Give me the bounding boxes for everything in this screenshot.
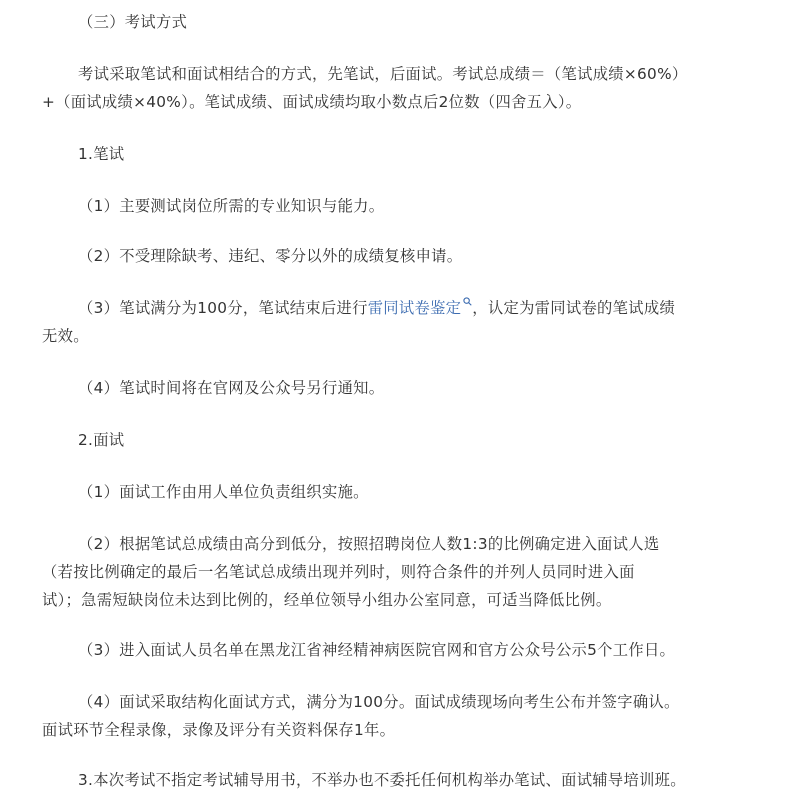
written-item-4: （4）笔试时间将在官网及公众号另行通知。 xyxy=(78,379,385,397)
plagiarism-check-link-label: 雷同试卷鉴定 xyxy=(367,299,462,317)
plagiarism-check-link[interactable] xyxy=(368,299,473,317)
interview-item-2-line-1: （2）根据笔试总成绩由高分到低分，按照招聘岗位人数1:3的比例确定进入面试人选 xyxy=(78,535,660,553)
interview-item-4-line-2: 面试环节全程录像，录像及评分有关资料保存1年。 xyxy=(42,721,396,739)
interview-item-2-line-3: 试）；急需短缺岗位未达到比例的，经单位领导小组办公室同意，可适当降低比例。 xyxy=(42,591,612,609)
intro-line-1: 考试采取笔试和面试相结合的方式，先笔试，后面试。考试总成绩＝（笔试成绩×60%） xyxy=(78,65,688,83)
written-item-3-text-before: （3）笔试满分为100分，笔试结束后进行 xyxy=(78,299,368,317)
written-item-3 xyxy=(42,294,792,322)
written-item-3-line-2: 无效。 xyxy=(42,327,89,345)
written-item-3-text-after: ，认定为雷同试卷的笔试成绩 xyxy=(472,299,676,317)
section-heading: （三）考试方式 xyxy=(78,13,188,31)
written-item-1: （1）主要测试岗位所需的专业知识与能力。 xyxy=(78,197,385,215)
written-item-2: （2）不受理除缺考、违纪、零分以外的成绩复核申请。 xyxy=(78,247,463,265)
interview-item-4-line-1: （4）面试采取结构化面试方式，满分为100分。面试成绩现场向考生公布并签字确认。 xyxy=(78,693,680,711)
interview-item-3: （3）进入面试人员名单在黑龙江省神经精神病医院官网和官方公众号公示5个工作日。 xyxy=(78,641,676,659)
search-icon xyxy=(463,297,472,306)
note-3: 3.本次考试不指定考试辅导用书，不举办也不委托任何机构举办笔试、面试辅导培训班。 xyxy=(78,771,686,789)
intro-line-2: +（面试成绩×40%）。笔试成绩、面试成绩均取小数点后2位数（四舍五入）。 xyxy=(42,93,582,111)
interview-item-1: （1）面试工作由用人单位负责组织实施。 xyxy=(78,483,369,501)
written-heading: 1.笔试 xyxy=(78,145,125,163)
interview-item-2-line-2: （若按比例确定的最后一名笔试总成绩出现并列时，则符合条件的并列人员同时进入面 xyxy=(42,563,635,581)
interview-heading: 2.面试 xyxy=(78,431,125,449)
